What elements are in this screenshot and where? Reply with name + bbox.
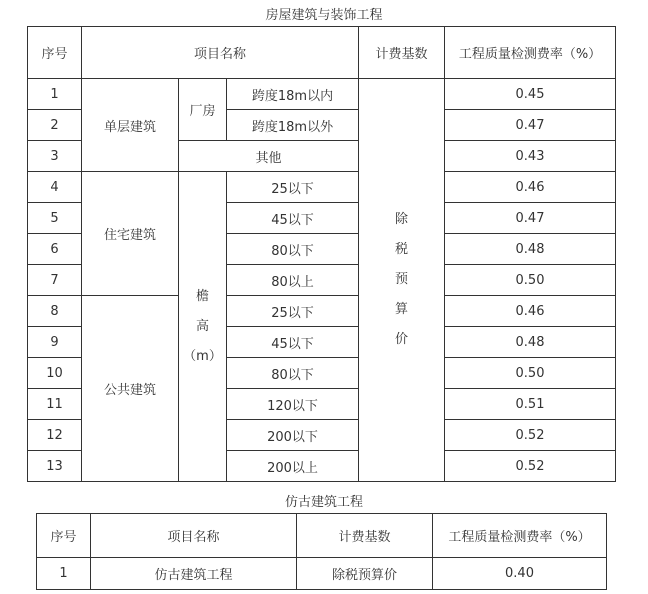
header-no: 序号 xyxy=(28,27,82,79)
row-item: 45以下 xyxy=(227,327,359,358)
row-rate: 0.50 xyxy=(445,265,616,296)
height-unit: （m） xyxy=(183,348,222,364)
header-no: 序号 xyxy=(37,514,91,558)
row-rate: 0.52 xyxy=(445,451,616,482)
row-rate: 0.46 xyxy=(445,172,616,203)
row-item: 跨度18m以内 xyxy=(227,79,359,110)
row-rate: 0.47 xyxy=(445,203,616,234)
row-no: 3 xyxy=(28,141,82,172)
row-item: 80以下 xyxy=(227,358,359,389)
row-no: 2 xyxy=(28,110,82,141)
group-residential: 住宅建筑 xyxy=(82,172,179,296)
basis-char: 预 xyxy=(394,272,408,287)
table-header-row xyxy=(28,27,616,79)
row-item: 仿古建筑工程 xyxy=(91,558,297,590)
row-item: 25以下 xyxy=(227,172,359,203)
basis-char: 税 xyxy=(394,242,408,257)
row-no: 6 xyxy=(28,234,82,265)
basis-char: 算 xyxy=(394,302,408,317)
basis-char: 价 xyxy=(394,332,408,347)
table-row xyxy=(28,79,616,110)
row-item: 25以下 xyxy=(227,296,359,327)
row-rate: 0.46 xyxy=(445,296,616,327)
row-rate: 0.52 xyxy=(445,420,616,451)
fee-basis-cell xyxy=(359,79,445,482)
row-no: 5 xyxy=(28,203,82,234)
row-item: 80以上 xyxy=(227,265,359,296)
header-basis: 计费基数 xyxy=(359,27,445,79)
row-item: 跨度18m以外 xyxy=(227,110,359,141)
row-no: 13 xyxy=(28,451,82,482)
row-rate: 0.40 xyxy=(433,558,607,590)
header-item: 项目名称 xyxy=(91,514,297,558)
height-char: 高 xyxy=(195,318,209,334)
group-single-storey: 单层建筑 xyxy=(82,79,179,172)
row-rate: 0.45 xyxy=(445,79,616,110)
row-rate: 0.48 xyxy=(445,234,616,265)
row-no: 12 xyxy=(28,420,82,451)
table-header-row xyxy=(37,514,607,558)
table-row xyxy=(28,172,616,203)
row-rate: 0.48 xyxy=(445,327,616,358)
table-row xyxy=(37,558,607,590)
row-item: 80以下 xyxy=(227,234,359,265)
header-item: 项目名称 xyxy=(82,27,359,79)
row-rate: 0.43 xyxy=(445,141,616,172)
group-factory: 厂房 xyxy=(179,79,227,141)
header-rate: 工程质量检测费率（%） xyxy=(433,514,607,558)
group-public: 公共建筑 xyxy=(82,296,179,482)
row-no: 1 xyxy=(28,79,82,110)
row-no: 10 xyxy=(28,358,82,389)
table1-caption: 房屋建筑与装饰工程 xyxy=(265,8,383,23)
header-basis: 计费基数 xyxy=(297,514,433,558)
group-eave-height xyxy=(179,172,227,482)
row-basis: 除税预算价 xyxy=(297,558,433,590)
row-no: 1 xyxy=(37,558,91,590)
row-item: 其他 xyxy=(179,141,359,172)
row-item: 45以下 xyxy=(227,203,359,234)
row-item: 120以下 xyxy=(227,389,359,420)
row-rate: 0.50 xyxy=(445,358,616,389)
row-no: 8 xyxy=(28,296,82,327)
header-rate: 工程质量检测费率（%） xyxy=(445,27,616,79)
row-rate: 0.47 xyxy=(445,110,616,141)
row-no: 4 xyxy=(28,172,82,203)
row-rate: 0.51 xyxy=(445,389,616,420)
height-char: 檐 xyxy=(195,288,209,304)
row-no: 7 xyxy=(28,265,82,296)
table-row xyxy=(28,296,616,327)
row-item: 200以下 xyxy=(227,420,359,451)
antique-building-fee-table xyxy=(36,513,607,590)
table2-caption: 仿古建筑工程 xyxy=(284,495,363,510)
row-no: 11 xyxy=(28,389,82,420)
row-item: 200以上 xyxy=(227,451,359,482)
basis-char: 除 xyxy=(394,212,408,227)
row-no: 9 xyxy=(28,327,82,358)
building-decoration-fee-table xyxy=(27,26,616,482)
